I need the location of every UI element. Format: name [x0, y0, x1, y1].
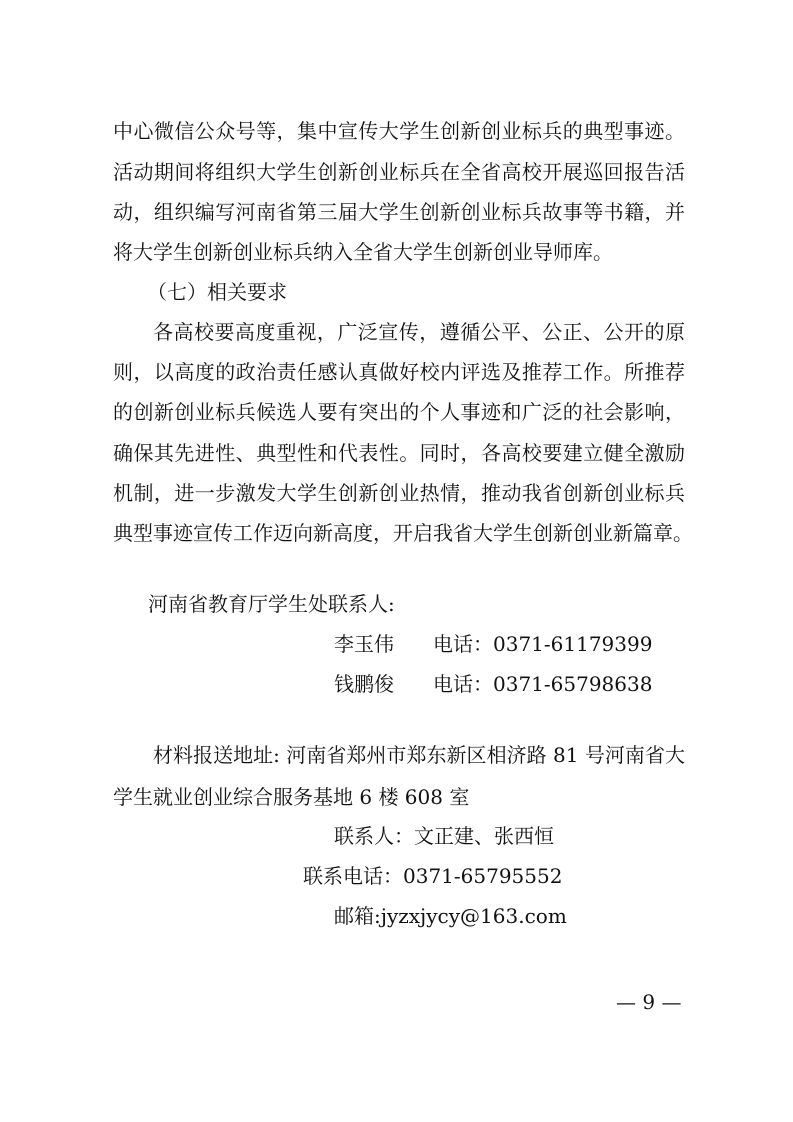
paragraph-2-line-3: 的创新创业标兵候选人要有突出的个人事迹和广泛的社会影响，	[113, 400, 685, 424]
contact-name-1: 李玉伟	[334, 632, 394, 656]
paragraph-2-line-2: 则，以高度的政治责任感认真做好校内评选及推荐工作。所推荐	[113, 360, 685, 384]
contact-name-2: 钱鹏俊	[334, 672, 394, 696]
section-heading: （七）相关要求	[147, 280, 287, 304]
contact-phone-1: 电话：0371-61179399	[433, 632, 653, 656]
paragraph-2-line-4: 确保其先进性、典型性和代表性。同时，各高校要建立健全激励	[113, 441, 685, 465]
paragraph-1-line-1: 中心微信公众号等，集中宣传大学生创新创业标兵的典型事迹。	[113, 119, 685, 143]
paragraph-2-line-6: 典型事迹宣传工作迈向新高度，开启我省大学生创新创业新篇章。	[113, 521, 693, 545]
contacts-intro: 河南省教育厅学生处联系人:	[148, 592, 395, 616]
submission-address-line-1: 材料报送地址: 河南省郑州市郑东新区相济路 81 号河南省大	[153, 743, 685, 767]
paragraph-2-line-1: 各高校要高度重视，广泛宣传，遵循公平、公正、公开的原	[153, 320, 685, 344]
page-number: — 9 —	[616, 990, 682, 1014]
paragraph-1-line-3: 动，组织编写河南省第三届大学生创新创业标兵故事等书籍，并	[113, 200, 685, 224]
submission-contact-persons: 联系人：文正建、张西恒	[334, 824, 554, 848]
paragraph-1-line-4: 将大学生创新创业标兵纳入全省大学生创新创业导师库。	[113, 240, 613, 264]
submission-contact-phone: 联系电话：0371-65795552	[303, 864, 563, 888]
paragraph-1-line-2: 活动期间将组织大学生创新创业标兵在全省高校开展巡回报告活	[113, 160, 685, 184]
submission-email: 邮箱:jyzxjycy@163.com	[334, 904, 567, 928]
submission-address-line-2: 学生就业创业综合服务基地 6 楼 608 室	[113, 785, 470, 809]
contact-phone-2: 电话：0371-65798638	[433, 672, 653, 696]
paragraph-2-line-5: 机制，进一步激发大学生创新创业热情，推动我省创新创业标兵	[113, 481, 685, 505]
